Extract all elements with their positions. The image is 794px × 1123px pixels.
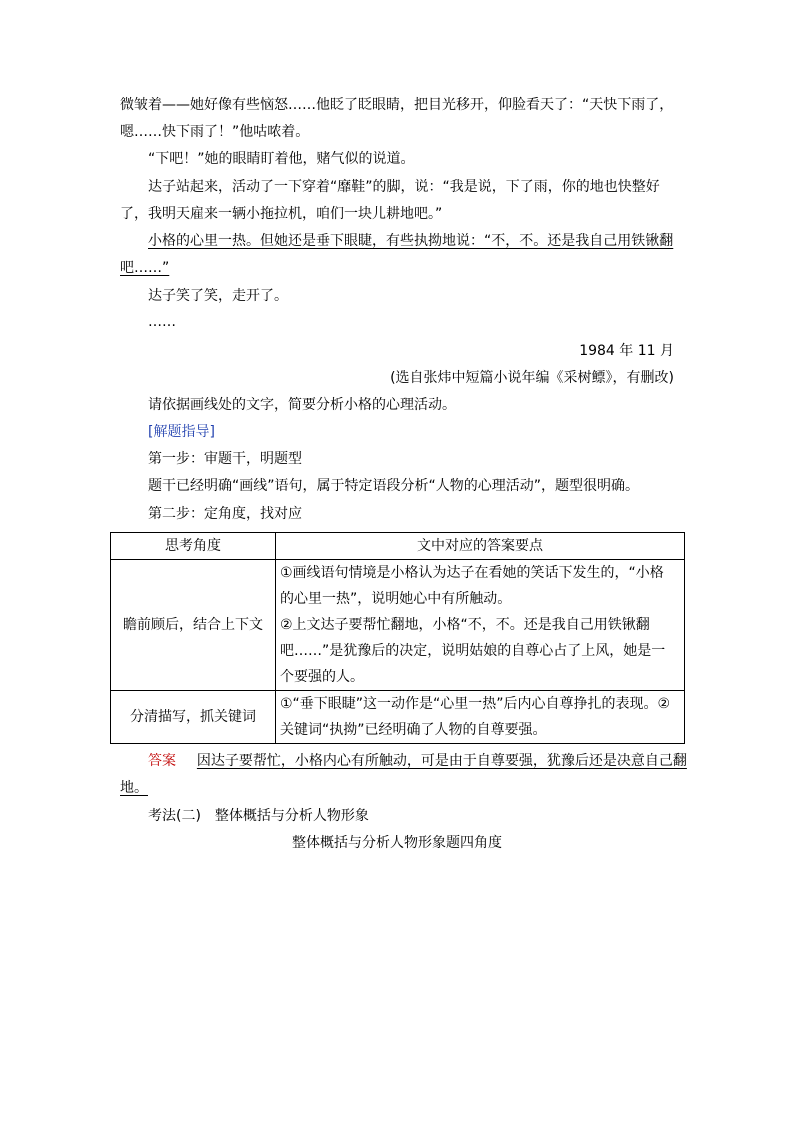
passage-line: 达子笑了笑，走开了。 xyxy=(148,288,288,304)
point-line: ①画线语句情境是小格认为达子在看她的笑话下发生的，“小格 xyxy=(280,565,664,581)
points-cell xyxy=(276,560,685,691)
passage-line: 微皱着——她好像有些恼怒……他眨了眨眼睛，把目光移开，仰脸看天了：“天快下雨了， xyxy=(120,97,674,113)
step2-title: 第二步：定角度，找对应 xyxy=(148,506,302,522)
underlined-passage-line: 小格的心里一热。但她还是垂下眼睫，有些执拗地说：“不，不。还是我自己用铁锹翻 xyxy=(148,233,674,249)
ellipsis-line: …… xyxy=(148,314,176,330)
point-line: 个要强的人。 xyxy=(280,669,364,685)
point-line: 吧……”是犹豫后的决定，说明姑娘的自尊心占了上风，她是一 xyxy=(280,643,666,659)
table-header-row xyxy=(111,533,685,560)
point-line: ①“垂下眼睫”这一动作是“心里一热”后内心自尊挣扎的表现。② xyxy=(280,696,671,712)
answer-text-cont: 地。 xyxy=(120,780,148,796)
section-title: 考法(二) 整体概括与分析人物形象 xyxy=(148,808,369,824)
table-header-cell: 文中对应的答案要点 xyxy=(276,533,685,560)
passage-line: 嗯……快下雨了！”他咕哝着。 xyxy=(120,124,310,140)
underlined-passage-line: 吧……” xyxy=(120,260,170,276)
table-row xyxy=(111,560,685,691)
source-citation: (选自张炜中短篇小说年编《采树鳔》，有删改) xyxy=(390,370,674,386)
answer-line xyxy=(148,750,708,772)
angle-cell: 分清描写，抓关键词 xyxy=(111,691,276,744)
question-text: 请依据画线处的文字，简要分析小格的心理活动。 xyxy=(148,397,456,413)
point-line: 关键词“执拗”已经明确了人物的自尊要强。 xyxy=(280,722,547,738)
point-line: 的心里一热”，说明她心中有所触动。 xyxy=(280,591,512,607)
passage-line: 达子站起来，活动了一下穿着“靡鞋”的脚，说：“我是说，下了雨，你的地也快整好 xyxy=(148,179,660,195)
source-date: 1984 年 11 月 xyxy=(579,343,674,359)
guide-label: [解题指导] xyxy=(148,424,215,440)
step1-title: 第一步：审题干，明题型 xyxy=(148,451,302,467)
points-cell xyxy=(276,691,685,744)
answer-text: 因达子要帮忙，小格内心有所触动，可是由于自尊要强，犹豫后还是决意自己翻 xyxy=(196,753,687,769)
passage-line: 了，我明天雇来一辆小拖拉机，咱们一块儿耕地吧。” xyxy=(120,206,443,222)
passage-line: “下吧！”她的眼睛盯着他，赌气似的说道。 xyxy=(148,151,415,167)
table-row xyxy=(111,691,685,744)
answer-label: 答案 xyxy=(148,753,176,769)
table-header-cell: 思考角度 xyxy=(111,533,276,560)
angle-cell: 瞻前顾后，结合上下文 xyxy=(111,560,276,691)
analysis-table xyxy=(110,532,685,744)
point-line: ②上文达子要帮忙翻地，小格“不，不。还是我自己用铁锹翻 xyxy=(280,617,650,633)
step1-text: 题干已经明确“画线”语句，属于特定语段分析“人物的心理活动”，题型很明确。 xyxy=(148,478,640,494)
section-subtitle: 整体概括与分析人物形象题四角度 xyxy=(292,835,502,851)
